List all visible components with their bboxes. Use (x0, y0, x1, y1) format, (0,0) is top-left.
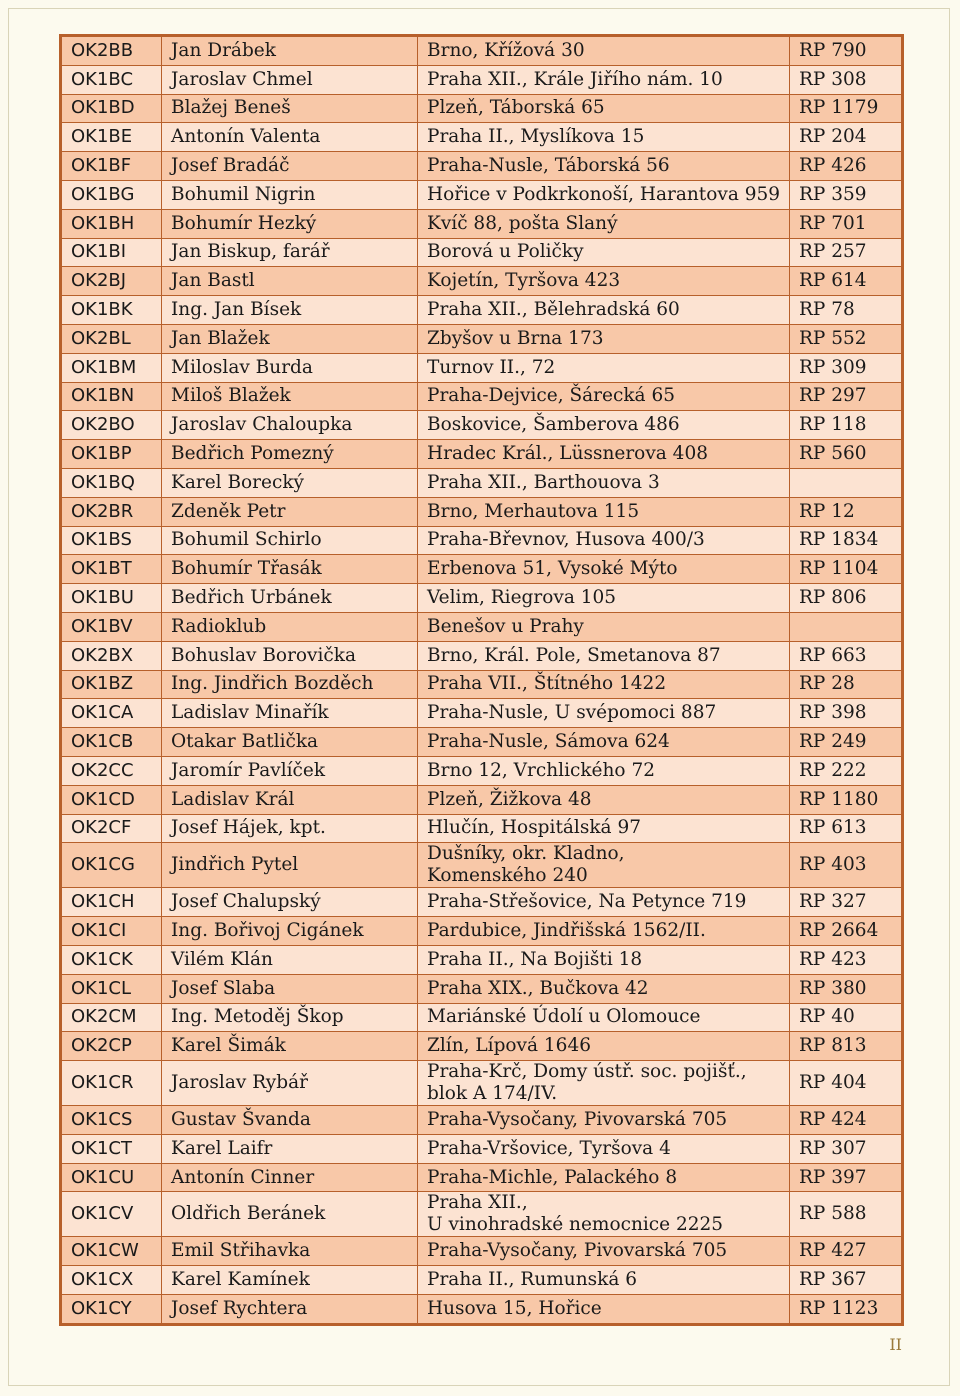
name-cell: Otakar Batlička (162, 728, 418, 757)
name-cell: Ladislav Král (162, 785, 418, 814)
table-row (61, 1032, 903, 1061)
name-cell: Josef Hájek, kpt. (162, 814, 418, 843)
table-row (61, 612, 903, 641)
address-cell: Praha-Dejvice, Šárecká 65 (418, 382, 790, 411)
address-cell: Turnov II., 72 (418, 353, 790, 382)
rp-number-cell: RP 404 (790, 1061, 903, 1106)
callsign-cell: OK1CU (61, 1163, 162, 1192)
address-cell: Praha-Nusle, U svépomoci 887 (418, 699, 790, 728)
callsign-cell: OK1CI (61, 917, 162, 946)
table-row (61, 555, 903, 584)
name-cell: Jan Blažek (162, 324, 418, 353)
address-cell: Praha VII., Štítného 1422 (418, 670, 790, 699)
rp-number-cell: RP 701 (790, 209, 903, 238)
table-row (61, 945, 903, 974)
table-row (61, 180, 903, 209)
address-cell: Hořice v Podkrkonoší, Harantova 959 (418, 180, 790, 209)
name-cell: Josef Slaba (162, 974, 418, 1003)
callsign-cell: OK1BH (61, 209, 162, 238)
address-cell: Praha-Nusle, Táborská 56 (418, 152, 790, 181)
table-row (61, 1266, 903, 1295)
table-row (61, 699, 903, 728)
address-cell: Velim, Riegrova 105 (418, 584, 790, 613)
table-row (61, 1163, 903, 1192)
table-row (61, 296, 903, 325)
callsign-cell: OK1BN (61, 382, 162, 411)
address-cell: Praha-Vysočany, Pivovarská 705 (418, 1237, 790, 1266)
address-cell: Praha II., Na Bojišti 18 (418, 945, 790, 974)
name-cell: Bohuslav Borovička (162, 641, 418, 670)
rp-number-cell: RP 40 (790, 1003, 903, 1032)
callsign-cell: OK2BB (61, 36, 162, 66)
address-cell: Brno, Merhautova 115 (418, 497, 790, 526)
callsign-cell: OK1CY (61, 1295, 162, 1325)
callsign-cell: OK1CR (61, 1061, 162, 1106)
rp-number-cell (790, 468, 903, 497)
rp-number-cell: RP 1180 (790, 785, 903, 814)
table-row (61, 888, 903, 917)
address-cell: Plzeň, Žižkova 48 (418, 785, 790, 814)
table-row (61, 917, 903, 946)
rp-number-cell: RP 613 (790, 814, 903, 843)
name-cell: Ing. Jan Bísek (162, 296, 418, 325)
callsign-cell: OK2CC (61, 756, 162, 785)
table-row (61, 584, 903, 613)
callsign-table (59, 34, 904, 1326)
name-cell: Miloš Blažek (162, 382, 418, 411)
address-cell: Praha-Nusle, Sámova 624 (418, 728, 790, 757)
name-cell: Ing. Bořivoj Cigánek (162, 917, 418, 946)
name-cell: Karel Šimák (162, 1032, 418, 1061)
callsign-cell: OK1CX (61, 1266, 162, 1295)
rp-number-cell: RP 614 (790, 267, 903, 296)
name-cell: Josef Bradáč (162, 152, 418, 181)
rp-number-cell: RP 790 (790, 36, 903, 66)
rp-number-cell: RP 1834 (790, 526, 903, 555)
callsign-cell: OK1CV (61, 1192, 162, 1237)
rp-number-cell: RP 423 (790, 945, 903, 974)
name-cell: Gustav Švanda (162, 1106, 418, 1135)
name-cell: Jan Drábek (162, 36, 418, 66)
name-cell: Jan Biskup, farář (162, 238, 418, 267)
callsign-cell: OK1BF (61, 152, 162, 181)
name-cell: Ladislav Minařík (162, 699, 418, 728)
address-cell: Zlín, Lípová 1646 (418, 1032, 790, 1061)
table-row (61, 843, 903, 888)
address-cell: Erbenova 51, Vysoké Mýto (418, 555, 790, 584)
address-cell: Benešov u Prahy (418, 612, 790, 641)
table-row (61, 785, 903, 814)
address-cell: Boskovice, Šamberova 486 (418, 411, 790, 440)
rp-number-cell: RP 426 (790, 152, 903, 181)
address-cell: Praha II., Rumunská 6 (418, 1266, 790, 1295)
callsign-cell: OK2BJ (61, 267, 162, 296)
rp-number-cell: RP 367 (790, 1266, 903, 1295)
rp-number-cell: RP 12 (790, 497, 903, 526)
rp-number-cell: RP 307 (790, 1134, 903, 1163)
rp-number-cell: RP 327 (790, 888, 903, 917)
table-row (61, 670, 903, 699)
address-cell: Plzeň, Táborská 65 (418, 94, 790, 123)
table-row (61, 1237, 903, 1266)
callsign-cell: OK1CH (61, 888, 162, 917)
callsign-cell: OK1BU (61, 584, 162, 613)
callsign-cell: OK1BP (61, 440, 162, 469)
rp-number-cell: RP 663 (790, 641, 903, 670)
table-row (61, 1061, 903, 1106)
name-cell: Bedřich Urbánek (162, 584, 418, 613)
table-row (61, 974, 903, 1003)
rp-number-cell: RP 204 (790, 123, 903, 152)
callsign-cell: OK2CP (61, 1032, 162, 1061)
rp-number-cell: RP 397 (790, 1163, 903, 1192)
callsign-cell: OK1CA (61, 699, 162, 728)
name-cell: Emil Střihavka (162, 1237, 418, 1266)
name-cell: Radioklub (162, 612, 418, 641)
callsign-cell: OK2BO (61, 411, 162, 440)
callsign-cell: OK1BK (61, 296, 162, 325)
name-cell: Karel Kamínek (162, 1266, 418, 1295)
table-row (61, 1003, 903, 1032)
table-row (61, 382, 903, 411)
table-row (61, 123, 903, 152)
callsign-cell: OK1CL (61, 974, 162, 1003)
address-cell: Praha-Michle, Palackého 8 (418, 1163, 790, 1192)
table-row (61, 152, 903, 181)
rp-number-cell: RP 297 (790, 382, 903, 411)
rp-number-cell: RP 309 (790, 353, 903, 382)
callsign-cell: OK1BZ (61, 670, 162, 699)
rp-number-cell: RP 118 (790, 411, 903, 440)
callsign-cell: OK1BD (61, 94, 162, 123)
address-cell: Kvíč 88, pošta Slaný (418, 209, 790, 238)
rp-number-cell: RP 806 (790, 584, 903, 613)
rp-number-cell: RP 552 (790, 324, 903, 353)
address-cell: Praha XII., Krále Jiřího nám. 10 (418, 65, 790, 94)
page-number: II (889, 1335, 902, 1354)
rp-number-cell: RP 1123 (790, 1295, 903, 1325)
rp-number-cell: RP 380 (790, 974, 903, 1003)
callsign-cell: OK1BI (61, 238, 162, 267)
rp-number-cell: RP 398 (790, 699, 903, 728)
name-cell: Bedřich Pomezný (162, 440, 418, 469)
address-cell: Hradec Král., Lüssnerova 408 (418, 440, 790, 469)
table-row (61, 1192, 903, 1237)
table-row (61, 468, 903, 497)
address-cell: Praha XII., U vinohradské nemocnice 2225 (418, 1192, 790, 1237)
rp-number-cell: RP 222 (790, 756, 903, 785)
address-cell: Brno 12, Vrchlického 72 (418, 756, 790, 785)
address-cell: Praha II., Myslíkova 15 (418, 123, 790, 152)
rp-number-cell (790, 612, 903, 641)
name-cell: Jan Bastl (162, 267, 418, 296)
name-cell: Ing. Metoděj Škop (162, 1003, 418, 1032)
address-cell: Praha XII., Bělehradská 60 (418, 296, 790, 325)
callsign-cell: OK1BM (61, 353, 162, 382)
address-cell: Husova 15, Hořice (418, 1295, 790, 1325)
table-row (61, 238, 903, 267)
callsign-cell: OK1BG (61, 180, 162, 209)
rp-number-cell: RP 560 (790, 440, 903, 469)
table-row (61, 728, 903, 757)
rp-number-cell: RP 2664 (790, 917, 903, 946)
address-cell: Dušníky, okr. Kladno, Komenského 240 (418, 843, 790, 888)
callsign-cell: OK1BS (61, 526, 162, 555)
name-cell: Zdeněk Petr (162, 497, 418, 526)
table-row (61, 267, 903, 296)
callsign-cell: OK1CG (61, 843, 162, 888)
rp-number-cell: RP 588 (790, 1192, 903, 1237)
rp-number-cell: RP 427 (790, 1237, 903, 1266)
address-cell: Borová u Poličky (418, 238, 790, 267)
rp-number-cell: RP 78 (790, 296, 903, 325)
callsign-cell: OK1BE (61, 123, 162, 152)
table-row (61, 65, 903, 94)
name-cell: Antonín Valenta (162, 123, 418, 152)
name-cell: Jindřich Pytel (162, 843, 418, 888)
name-cell: Jaroslav Chmel (162, 65, 418, 94)
table-row (61, 814, 903, 843)
name-cell: Miloslav Burda (162, 353, 418, 382)
name-cell: Bohumil Nigrin (162, 180, 418, 209)
address-cell: Praha-Břevnov, Husova 400/3 (418, 526, 790, 555)
callsign-cell: OK1BC (61, 65, 162, 94)
table-row (61, 94, 903, 123)
address-cell: Praha-Vysočany, Pivovarská 705 (418, 1106, 790, 1135)
callsign-cell: OK1BT (61, 555, 162, 584)
table-row (61, 1134, 903, 1163)
callsign-cell: OK2BX (61, 641, 162, 670)
callsign-cell: OK1CD (61, 785, 162, 814)
address-cell: Brno, Král. Pole, Smetanova 87 (418, 641, 790, 670)
name-cell: Josef Rychtera (162, 1295, 418, 1325)
rp-number-cell: RP 257 (790, 238, 903, 267)
address-cell: Kojetín, Tyršova 423 (418, 267, 790, 296)
callsign-cell: OK1BV (61, 612, 162, 641)
callsign-cell: OK2CF (61, 814, 162, 843)
table-row (61, 440, 903, 469)
table-row (61, 756, 903, 785)
table-body (61, 36, 903, 1325)
name-cell: Karel Laifr (162, 1134, 418, 1163)
callsign-cell: OK1CW (61, 1237, 162, 1266)
name-cell: Bohumil Schirlo (162, 526, 418, 555)
address-cell: Mariánské Údolí u Olomouce (418, 1003, 790, 1032)
rp-number-cell: RP 813 (790, 1032, 903, 1061)
name-cell: Jaromír Pavlíček (162, 756, 418, 785)
rp-number-cell: RP 308 (790, 65, 903, 94)
callsign-cell: OK1CS (61, 1106, 162, 1135)
name-cell: Antonín Cinner (162, 1163, 418, 1192)
name-cell: Oldřich Beránek (162, 1192, 418, 1237)
rp-number-cell: RP 403 (790, 843, 903, 888)
address-cell: Praha-Střešovice, Na Petynce 719 (418, 888, 790, 917)
callsign-cell: OK1BQ (61, 468, 162, 497)
table-row (61, 411, 903, 440)
address-cell: Pardubice, Jindřišská 1562/II. (418, 917, 790, 946)
rp-number-cell: RP 28 (790, 670, 903, 699)
name-cell: Bohumír Hezký (162, 209, 418, 238)
address-cell: Praha-Krč, Domy ústř. soc. pojišť., blok A 174/IV. (418, 1061, 790, 1106)
callsign-cell: OK1CK (61, 945, 162, 974)
callsign-cell: OK2BR (61, 497, 162, 526)
rp-number-cell: RP 249 (790, 728, 903, 757)
address-cell: Zbyšov u Brna 173 (418, 324, 790, 353)
table-row (61, 526, 903, 555)
name-cell: Blažej Beneš (162, 94, 418, 123)
name-cell: Jaroslav Rybář (162, 1061, 418, 1106)
address-cell: Praha XIX., Bučkova 42 (418, 974, 790, 1003)
rp-number-cell: RP 424 (790, 1106, 903, 1135)
callsign-cell: OK1CB (61, 728, 162, 757)
address-cell: Hlučín, Hospitálská 97 (418, 814, 790, 843)
rp-number-cell: RP 1179 (790, 94, 903, 123)
table-row (61, 324, 903, 353)
table-row (61, 497, 903, 526)
callsign-cell: OK1CT (61, 1134, 162, 1163)
name-cell: Karel Borecký (162, 468, 418, 497)
name-cell: Jaroslav Chaloupka (162, 411, 418, 440)
rp-number-cell: RP 1104 (790, 555, 903, 584)
table-row (61, 1106, 903, 1135)
name-cell: Ing. Jindřich Bozděch (162, 670, 418, 699)
callsign-cell: OK2BL (61, 324, 162, 353)
name-cell: Vilém Klán (162, 945, 418, 974)
address-cell: Praha-Vršovice, Tyršova 4 (418, 1134, 790, 1163)
address-cell: Brno, Křížová 30 (418, 36, 790, 66)
name-cell: Bohumír Třasák (162, 555, 418, 584)
table-row (61, 209, 903, 238)
callsign-cell: OK2CM (61, 1003, 162, 1032)
table-row (61, 353, 903, 382)
name-cell: Josef Chalupský (162, 888, 418, 917)
table-row (61, 1295, 903, 1325)
rp-number-cell: RP 359 (790, 180, 903, 209)
table-row (61, 641, 903, 670)
table-row (61, 36, 903, 66)
address-cell: Praha XII., Barthouova 3 (418, 468, 790, 497)
